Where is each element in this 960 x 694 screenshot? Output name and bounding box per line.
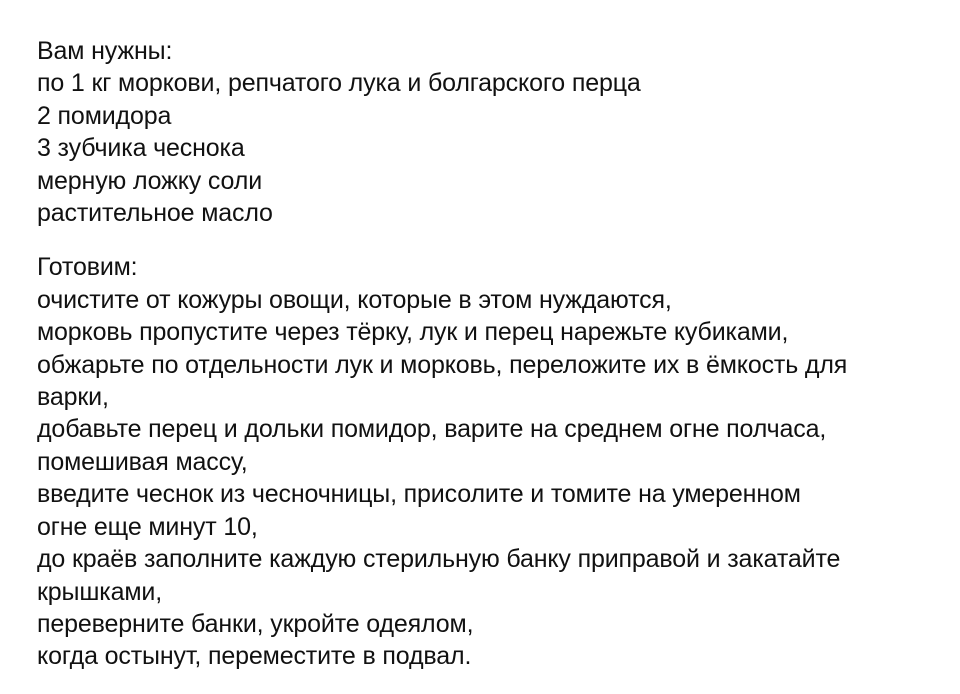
step-line: обжарьте по отдельности лук и морковь, переложите их в ёмкость для	[37, 350, 848, 379]
step-line: когда остынут, переместите в подвал.	[37, 642, 472, 671]
step-line: помешивая массу,	[37, 447, 248, 476]
steps-heading: Готовим:	[37, 253, 138, 282]
ingredients-heading: Вам нужны:	[37, 37, 173, 65]
ingredient-item: 2 помидора	[37, 101, 172, 130]
step-line: очистите от кожуры овощи, которые в этом нуждаются,	[37, 285, 672, 314]
recipe-document	[37, 35, 937, 673]
ingredient-item: по 1 кг моркови, репчатого лука и болгарского перца	[37, 69, 641, 98]
step-line: варки,	[37, 383, 109, 412]
ingredients-section	[37, 35, 937, 229]
step-line: переверните банки, укройте одеялом,	[37, 609, 474, 638]
step-line: морковь пропустите через тёрку, лук и перец нарежьте кубиками,	[37, 318, 789, 347]
ingredient-item: 3 зубчика чеснока	[37, 134, 245, 163]
step-line: до краёв заполните каждую стерильную банку приправой и закатайте	[37, 545, 841, 574]
ingredient-item: мерную ложку соли	[37, 166, 263, 195]
steps-section	[37, 251, 937, 672]
step-line: добавьте перец и дольки помидор, варите на среднем огне полчаса,	[37, 415, 827, 444]
step-line: введите чеснок из чесночницы, присолите и томите на умеренном	[37, 480, 801, 509]
step-line: крышками,	[37, 577, 163, 606]
step-line: огне еще минут 10,	[37, 512, 258, 541]
section-spacer	[37, 229, 937, 251]
ingredient-item: растительное масло	[37, 199, 273, 228]
